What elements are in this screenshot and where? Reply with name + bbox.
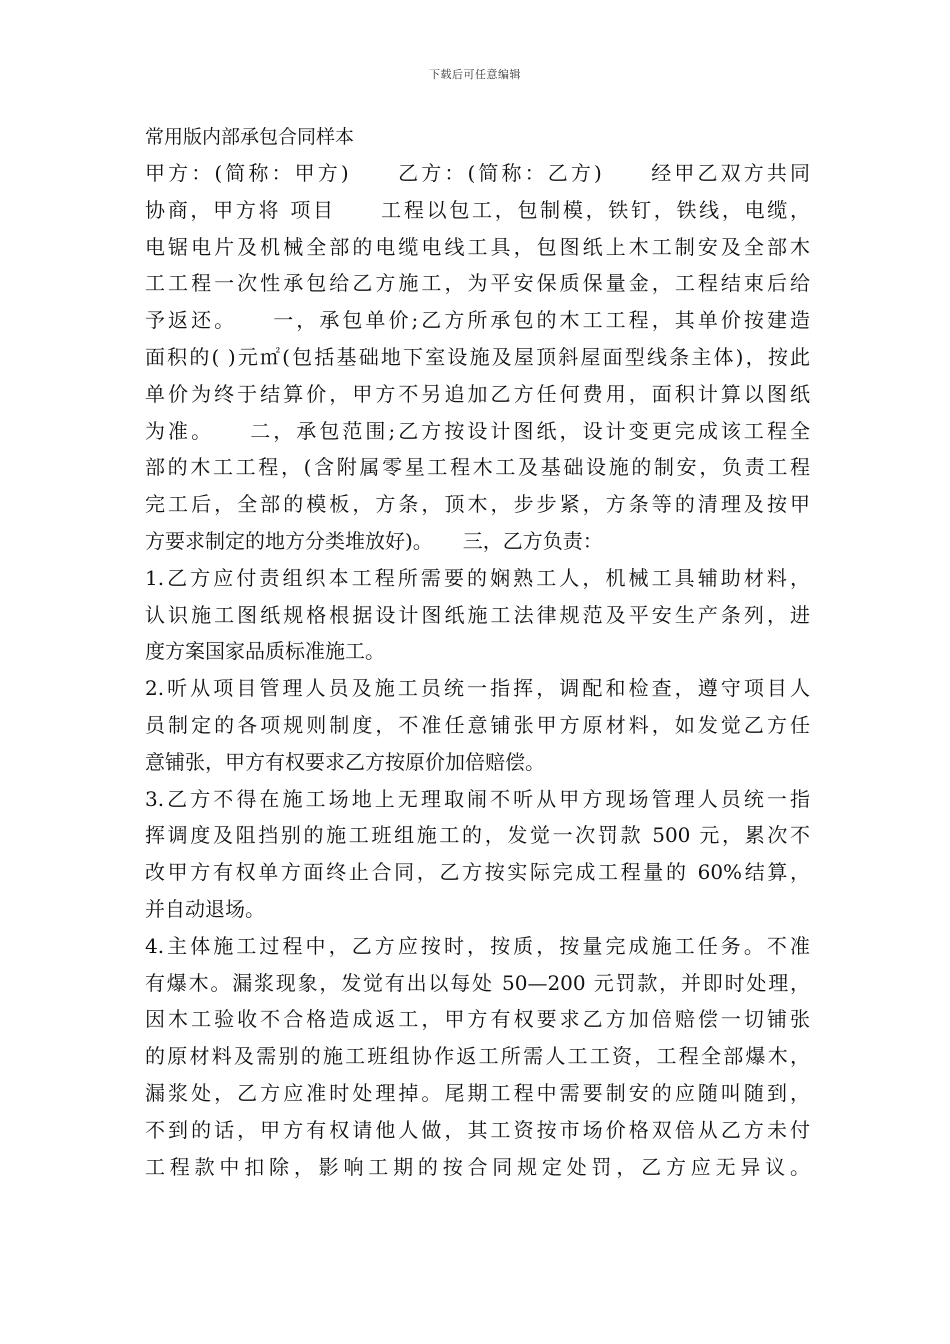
body-line: 方要求制定的地方分类堆放好)。 三，乙方负责：: [145, 528, 603, 553]
body-line: 完工后，全部的模板，方条，顶木，步步紧，方条等的清理及按甲: [145, 492, 810, 517]
body-line: 的原材料及需别的施工班组协作返工所需人工工资，工程全部爆木，: [145, 1044, 810, 1069]
body-line: 单价为终于结算价，甲方不另追加乙方任何费用，面积计算以图纸: [145, 381, 810, 406]
paragraph-item-2: [145, 670, 810, 780]
body-line: 改甲方有权单方面终止合同，乙方按实际完成工程量的 60%结算，: [145, 860, 810, 885]
body-line: 1.乙方应付责组织本工程所需要的娴熟工人，机械工具辅助材料，: [145, 565, 810, 590]
body-line: 电锯电片及机械全部的电缆电线工具，包图纸上木工制安及全部木: [145, 234, 810, 259]
paragraph-item-3: [145, 781, 810, 928]
body-line: 有爆木。漏浆现象，发觉有出以每处 50—200 元罚款，并即时处理，: [145, 970, 810, 995]
body-line: 漏浆处，乙方应准时处理掉。尾期工程中需要制安的应随叫随到，: [145, 1080, 810, 1105]
paragraph-item-4: [145, 928, 810, 1186]
body-line: 员制定的各项规则制度，不准任意铺张甲方原材料，如发觉乙方任: [145, 712, 810, 737]
body-line: 度方案国家品质标准施工。: [145, 639, 385, 664]
body-line: 工程款中扣除，影响工期的按合同规定处罚，乙方应无异议。: [145, 1154, 810, 1179]
body-line: 意铺张，甲方有权要求乙方按原价加倍赔偿。: [145, 749, 545, 774]
body-line: 部的木工工程，(含附属零星工程木工及基础设施的制安，负责工程: [145, 455, 810, 480]
body-line: 不到的话，甲方有权请他人做，其工资按市场价格双倍从乙方未付: [145, 1117, 810, 1142]
paragraph-item-1: [145, 560, 810, 670]
document-title: 常用版内部承包合同样本: [145, 126, 355, 148]
body-line: 3.乙方不得在施工场地上无理取闹不听从甲方现场管理人员统一指: [145, 786, 810, 811]
body-line: 并自动退场。: [145, 896, 265, 921]
body-line: 协商，甲方将 项目 工程以包工，包制模，铁钉，铁线，电缆，: [145, 197, 810, 222]
body-line: 认识施工图纸规格根据设计图纸施工法律规范及平安生产条列，进: [145, 602, 810, 627]
body-line: 4.主体施工过程中，乙方应按时，按质，按量完成施工任务。不准: [145, 933, 810, 958]
body-line: 为准。 二，承包范围;乙方按设计图纸，设计变更完成该工程全: [145, 418, 810, 443]
body-line: 予返还。 一，承包单价;乙方所承包的木工工程，其单价按建造: [145, 308, 810, 333]
document-body: [145, 155, 810, 1185]
body-line: 挥调度及阻挡别的施工班组施工的，发觉一次罚款 500 元，累次不: [145, 823, 810, 848]
header-note: 下载后可任意编辑: [429, 68, 521, 81]
body-line: 因木工验收不合格造成返工，甲方有权要求乙方加倍赔偿一切铺张: [145, 1007, 810, 1032]
paragraph-intro: [145, 155, 810, 560]
body-line: 面积的( )元㎡(包括基础地下室设施及屋顶斜屋面型线条主体)，按此: [145, 344, 810, 369]
body-line: 2.听从项目管理人员及施工员统一指挥，调配和检查，遵守项目人: [145, 676, 810, 701]
body-line: 甲方：(简称：甲方) 乙方：(简称：乙方) 经甲乙双方共同: [145, 161, 810, 185]
body-line: 工工程一次性承包给乙方施工，为平安保质保量金，工程结束后给: [145, 271, 810, 296]
